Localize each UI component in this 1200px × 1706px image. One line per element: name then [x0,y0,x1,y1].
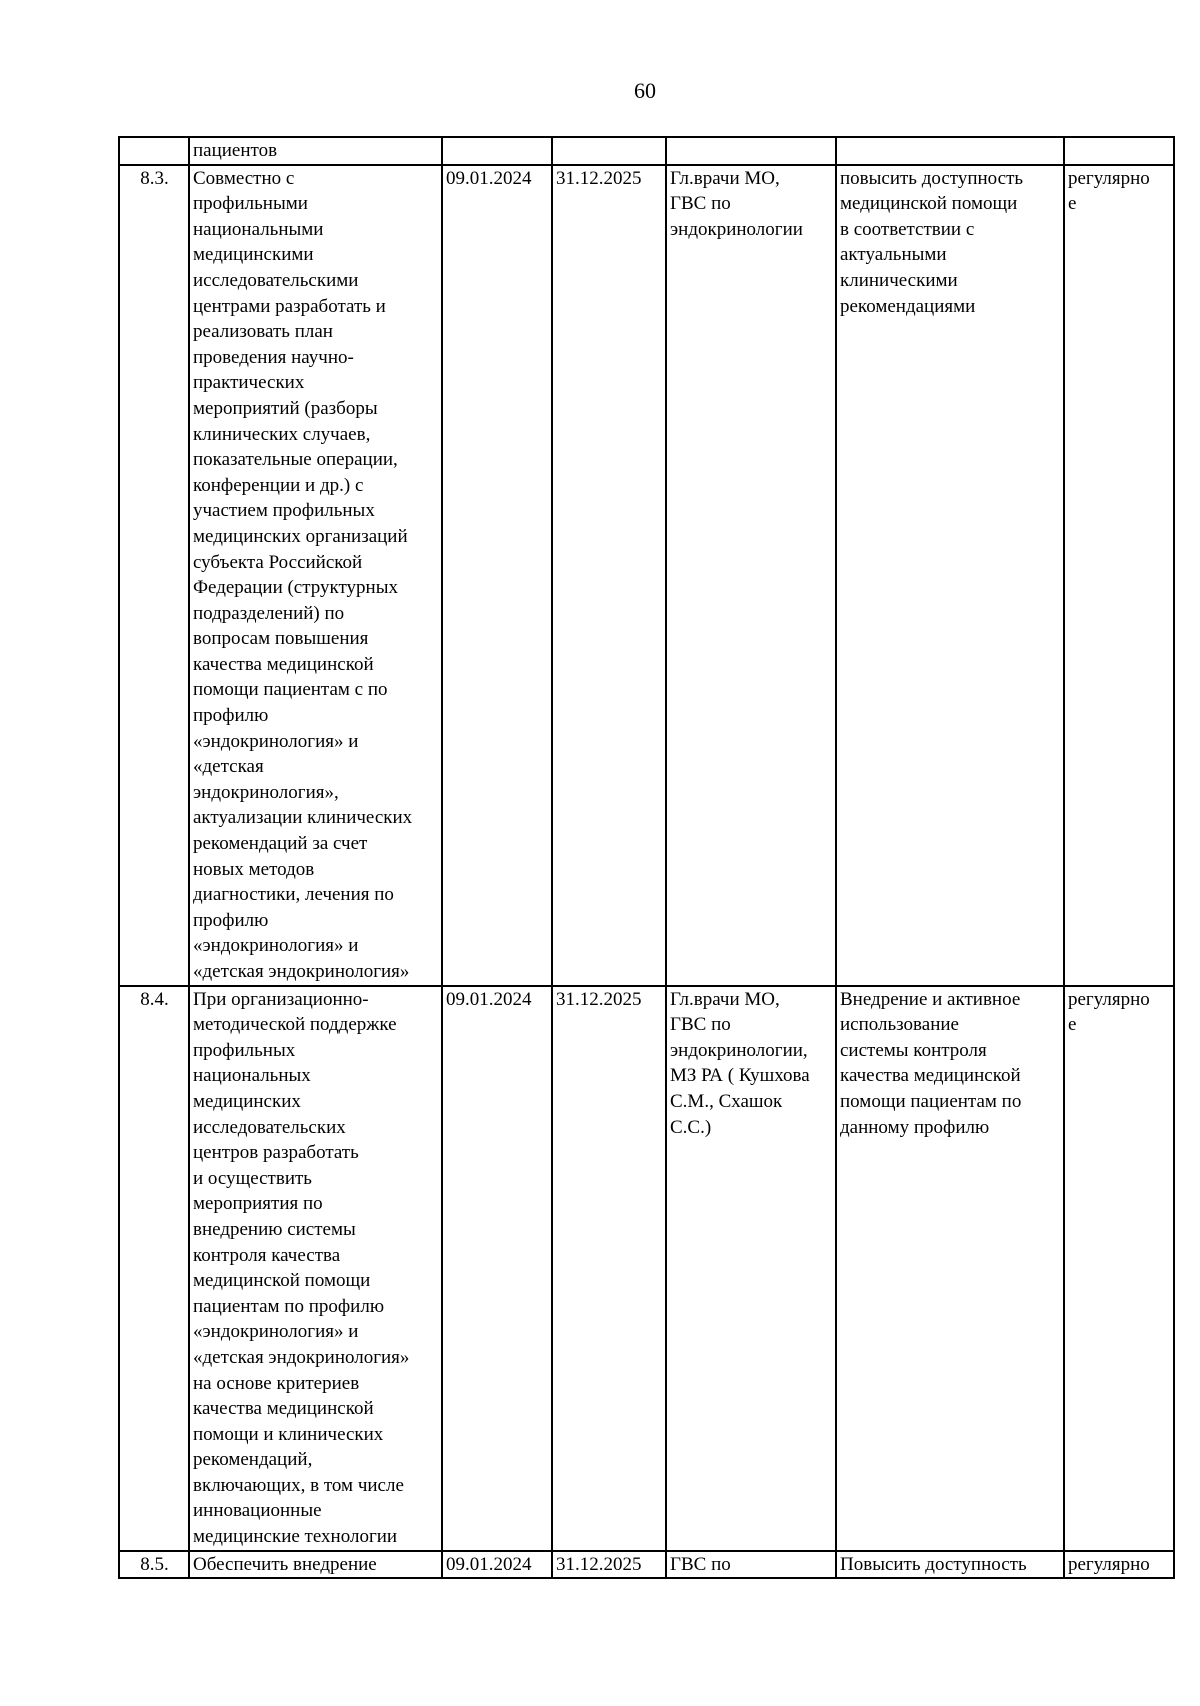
cell-end-date [552,137,666,165]
cell-periodicity: регулярно [1064,1551,1174,1579]
cell-description: При организационно- методической поддержке профильных национальных медицинских исследовательских центров разработать и осуществить мероприятия по внедрению системы контроля качества медицинской помощи пациентам по профилю «эндокринология» и «детская эндокринология» на основе критериев качества медицинской помощи и клинических рекомендаций, включающих, в том числе инновационные медицинские технологии [189,986,442,1551]
cell-result: повысить доступность медицинской помощи в соответствии с актуальными клиническими рекомендациями [836,165,1064,986]
page-number: 60 [634,78,656,103]
table-row [119,1551,1174,1579]
cell-result [836,137,1064,165]
cell-description: Совместно с профильными национальными медицинскими исследовательскими центрами разработать и реализовать план проведения научно- практических мероприятий (разборы клинических случаев, показательные операции, конференции и др.) с участием профильных медицинских организаций субъекта Российской Федерации (структурных подразделений) по вопросам повышения качества медицинской помощи пациентам с по профилю «эндокринология» и «детская эндокринология», актуализации клинических рекомендаций за счет новых методов диагностики, лечения по профилю «эндокринология» и «детская эндокринология» [189,165,442,986]
cell-result: Повысить доступность [836,1551,1064,1579]
cell-end-date: 31.12.2025 [552,165,666,986]
action-plan-table [118,136,1175,1579]
cell-start-date: 09.01.2024 [442,986,552,1551]
cell-result: Внедрение и активное использование системы контроля качества медицинской помощи пациентам по данному профилю [836,986,1064,1551]
cell-number: 8.4. [119,986,189,1551]
cell-number [119,137,189,165]
cell-responsible: Гл.врачи МО, ГВС по эндокринологии [666,165,836,986]
cell-responsible: Гл.врачи МО, ГВС по эндокринологии, МЗ РА ( Кушхова С.М., Схашок С.С.) [666,986,836,1551]
cell-responsible [666,137,836,165]
cell-periodicity: регулярно e [1064,165,1174,986]
cell-periodicity: регулярно e [1064,986,1174,1551]
cell-start-date: 09.01.2024 [442,1551,552,1579]
cell-start-date [442,137,552,165]
cell-periodicity [1064,137,1174,165]
table-row-continuation [119,137,1174,165]
cell-description: пациентов [189,137,442,165]
cell-end-date: 31.12.2025 [552,986,666,1551]
cell-start-date: 09.01.2024 [442,165,552,986]
table-row [119,165,1174,986]
cell-number: 8.3. [119,165,189,986]
cell-description: Обеспечить внедрение [189,1551,442,1579]
cell-end-date: 31.12.2025 [552,1551,666,1579]
cell-responsible: ГВС по [666,1551,836,1579]
table-row [119,986,1174,1551]
cell-number: 8.5. [119,1551,189,1579]
